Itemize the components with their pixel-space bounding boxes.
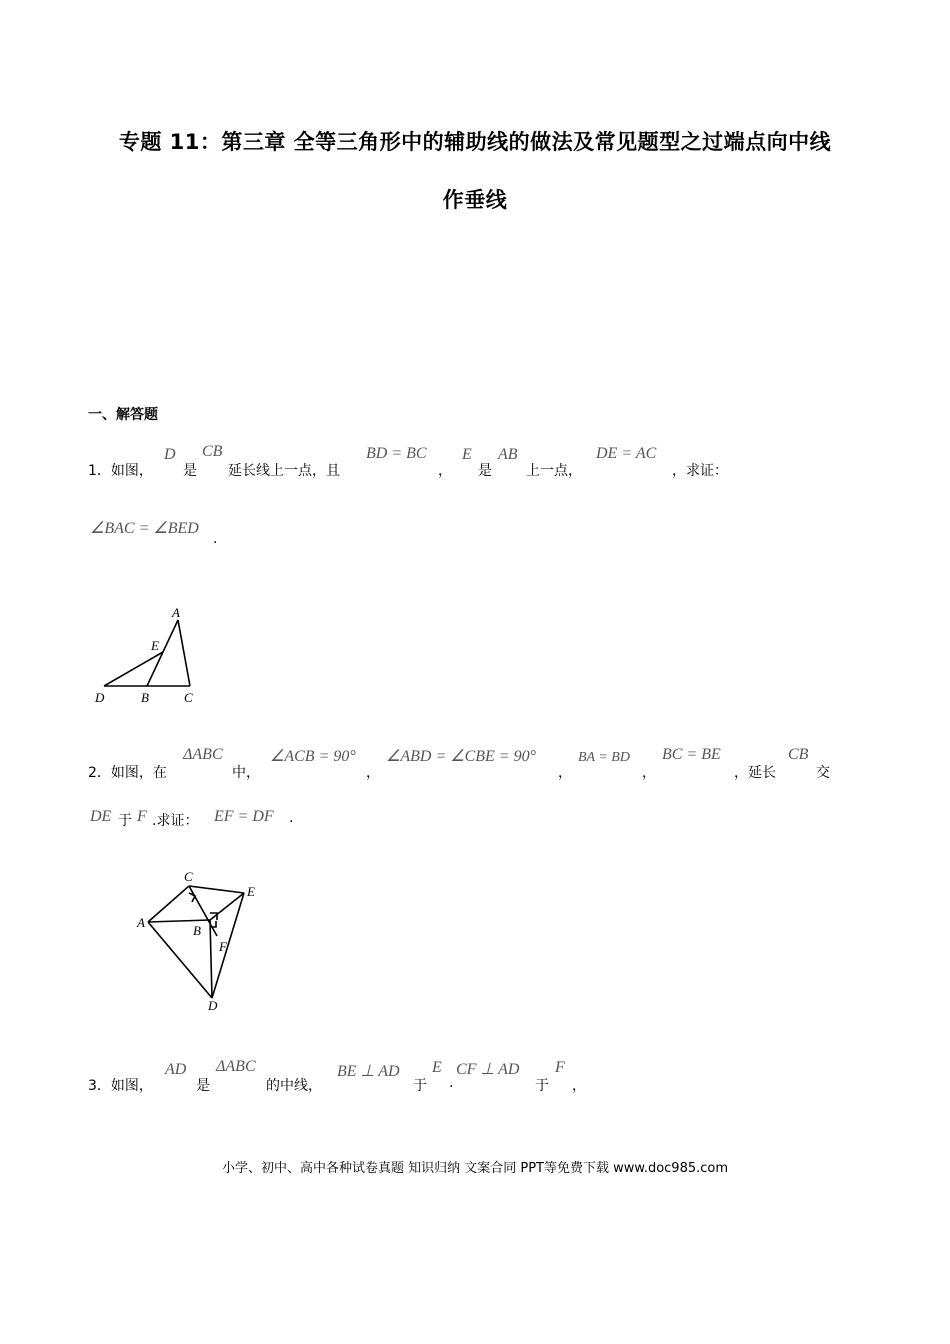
section-heading: 一、解答题 [88, 407, 158, 423]
q3-F: F [555, 1059, 565, 1076]
label-A: A [172, 605, 180, 620]
label-B: B [141, 690, 149, 705]
label-C: C [184, 690, 193, 705]
page-footer: 小学、初中、高中各种试卷真题 知识归纳 文案合同 PPT等免费下载 www.doc985.com [221, 1161, 729, 1176]
q1-BD-eq-BC: BD = BC [366, 445, 427, 462]
q2-jiao: 交 [816, 765, 830, 781]
q1-angle-equation: ∠BAC = ∠BED [90, 520, 199, 537]
label-F: F [219, 939, 227, 954]
q2-period: . [289, 810, 294, 826]
q1-number: 1．如图， [88, 463, 153, 479]
q1-is: 是 [183, 463, 197, 479]
q3-CF-perp-AD: CF ⊥ AD [456, 1061, 520, 1078]
label-E: E [247, 884, 255, 899]
q1-DE-eq-AC: DE = AC [596, 445, 657, 462]
label-C: C [184, 869, 193, 884]
label-A: A [137, 915, 145, 930]
q1-E: E [462, 446, 472, 463]
q1-CB: CB [202, 443, 223, 460]
q3-yu-1: 于 [413, 1078, 427, 1094]
q2-prove: .求证： [152, 813, 199, 829]
q2-comma-2: ， [558, 765, 572, 781]
q1-D: D [164, 446, 176, 463]
q1-on-text: 上一点， [526, 463, 582, 479]
label-D: D [95, 690, 105, 705]
q2-yu: 于 [118, 813, 132, 829]
q3-number: 3．如图， [88, 1078, 153, 1094]
q2-F: F [137, 808, 147, 825]
q3-dot: . [449, 1075, 454, 1091]
q2-angle-ABD-CBE: ∠ABD = ∠CBE = 90° [386, 748, 536, 765]
document-title-line-2: 作垂线 [442, 188, 508, 212]
q2-ext-text: ，延长 [734, 765, 776, 781]
q1-figure [90, 600, 210, 710]
q1-AB: AB [498, 446, 518, 463]
segment-BD [210, 920, 212, 998]
label-B: B [193, 923, 201, 938]
segment-AD [148, 922, 212, 998]
q2-DE: DE [90, 808, 112, 825]
q2-BA-eq-BD: BA = BD [578, 750, 630, 765]
q2-CB: CB [788, 746, 809, 763]
q3-yu-2: 于 [535, 1078, 549, 1094]
segment-BE [210, 893, 244, 920]
q2-number: 2．如图，在 [88, 765, 167, 781]
segment-CE [189, 886, 244, 893]
q2-comma-1: ， [366, 765, 380, 781]
q3-median-text: 的中线， [266, 1078, 322, 1094]
segment-AC [178, 620, 190, 686]
q2-comma-3: ， [642, 765, 656, 781]
q2-figure [130, 865, 270, 1015]
q3-AD: AD [165, 1061, 187, 1078]
segment-AC [148, 886, 189, 922]
q2-EF-eq-DF: EF = DF [214, 808, 274, 825]
q2-BC-eq-BE: BC = BE [662, 746, 721, 763]
q1-ext-text: 延长线上一点，且 [228, 463, 340, 479]
q2-zhong: 中， [232, 765, 260, 781]
q1-comma: ， [438, 463, 452, 479]
segment-AB [148, 920, 210, 922]
segment-ED [212, 893, 244, 998]
q1-is-2: 是 [478, 463, 492, 479]
q3-E: E [432, 1059, 442, 1076]
label-D: D [208, 998, 218, 1013]
q2-angle-ACB: ∠ACB = 90° [270, 748, 356, 765]
q3-triangle-ABC: ΔABC [216, 1058, 256, 1075]
q3-BE-perp-AD: BE ⊥ AD [337, 1063, 400, 1080]
q3-comma: ， [572, 1078, 586, 1094]
q3-is: 是 [196, 1078, 210, 1094]
q2-triangle-ABC: ΔABC [183, 746, 223, 763]
q1-prove: ，求证： [672, 463, 728, 479]
label-E: E [151, 638, 159, 653]
document-title-line-1: 专题 11：第三章 全等三角形中的辅助线的做法及常见题型之过端点向中线 [118, 130, 832, 154]
q1-period: . [213, 531, 218, 547]
